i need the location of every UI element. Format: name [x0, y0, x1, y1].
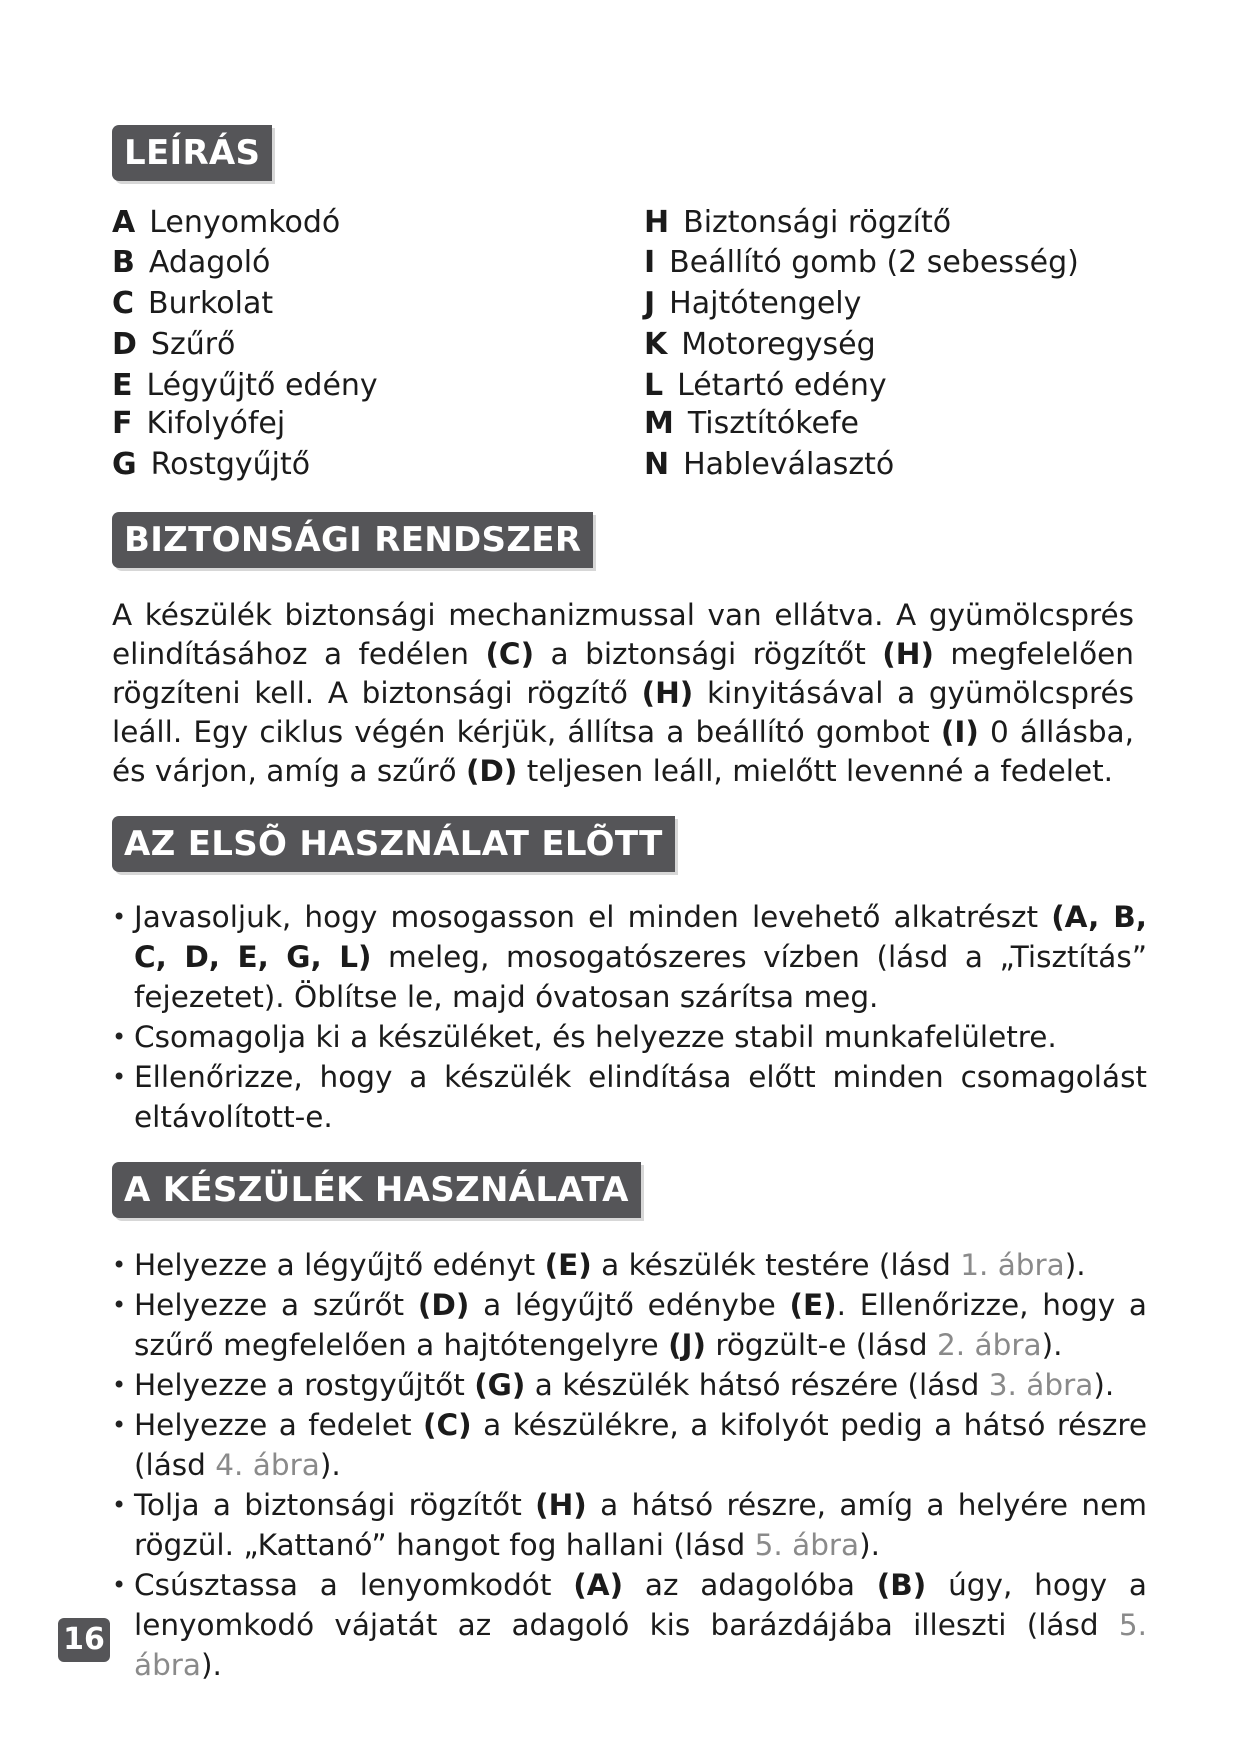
part-name: Tisztítókefe	[687, 406, 859, 441]
part-item	[112, 245, 270, 280]
text-run: megfelelően rögzíteni kell. A biztonsági rögzítő	[112, 637, 1134, 710]
list-item	[112, 1405, 1147, 1485]
list-item	[112, 1017, 1147, 1057]
part-item	[644, 205, 951, 240]
part-name: Biztonsági rögzítő	[683, 205, 952, 240]
part-ref: (H)	[882, 637, 934, 671]
text-run: ).	[1093, 1368, 1115, 1402]
part-item	[112, 406, 285, 441]
part-item	[644, 286, 861, 321]
text-run: a légyűjtő edénybe	[469, 1288, 790, 1322]
section-heading-safety: BIZTONSÁGI RENDSZER	[112, 512, 593, 568]
text-run: a készülékre, a kifolyót pedig a hátsó részre (lásd	[134, 1408, 1147, 1482]
part-name: Szűrő	[150, 327, 236, 362]
text-run: kinyitásával a gyümölcsprés leáll. Egy ciklus végén kérjük, állítsa a beállító gombot	[112, 676, 1134, 749]
part-ref: (A)	[573, 1568, 624, 1602]
text-run: A készülék biztonsági mechanizmussal van ellátva. A gyümölcsprés elindításához a fedélen	[112, 598, 1134, 671]
part-ref: (H)	[535, 1488, 587, 1522]
part-letter: H	[644, 205, 670, 240]
part-name: Hajtótengely	[669, 286, 862, 321]
text-run: Helyezze a fedelet	[134, 1408, 423, 1442]
part-letter: M	[644, 406, 674, 441]
part-item	[644, 368, 887, 403]
part-name: Motoregység	[681, 327, 876, 362]
part-letter: G	[112, 447, 137, 482]
figure-ref: 2. ábra	[937, 1328, 1042, 1362]
part-name: Kifolyófej	[146, 406, 286, 441]
list-item	[112, 1057, 1147, 1137]
text-run: úgy, hogy a lenyomkodó vájatát az adagoló kis barázdájába illeszti (lásd	[134, 1568, 1147, 1642]
text-run: Csomagolja ki a készüléket, és helyezze stabil munkafelületre.	[134, 1020, 1057, 1054]
text-run: a biztonsági rögzítőt	[534, 637, 883, 671]
part-ref: (I)	[940, 715, 979, 749]
part-item	[112, 286, 273, 321]
part-ref: (C)	[485, 637, 535, 671]
list-item	[112, 897, 1147, 1017]
figure-ref: 5. ábra	[134, 1608, 1147, 1682]
part-letter: K	[644, 327, 668, 362]
text-run: ).	[319, 1448, 341, 1482]
part-item	[644, 245, 1079, 280]
text-run: Csúsztassa a lenyomkodót	[134, 1568, 574, 1602]
part-name: Légyűjtő edény	[146, 368, 378, 403]
text-run: Ellenőrizze, hogy a készülék elindítása előtt minden csomagolást eltávolított-e.	[134, 1060, 1147, 1134]
part-name: Burkolat	[148, 286, 274, 321]
text-run: Javasoljuk, hogy mosogasson el minden levehető alkatrészt	[134, 900, 1052, 934]
part-name: Lenyomkodó	[149, 205, 341, 240]
part-ref: (C)	[423, 1408, 472, 1442]
text-run: az adagolóba	[623, 1568, 877, 1602]
figure-ref: 3. ábra	[988, 1368, 1094, 1402]
first-use-list	[112, 897, 1147, 1137]
section-heading-description: LEÍRÁS	[112, 125, 272, 181]
figure-ref: 5. ábra	[754, 1528, 860, 1562]
part-ref: (D)	[417, 1288, 470, 1322]
part-ref: (B)	[876, 1568, 927, 1602]
part-letter: B	[112, 245, 135, 280]
text-run: Helyezze a rostgyűjtőt	[134, 1368, 475, 1402]
figure-ref: 4. ábra	[215, 1448, 320, 1482]
part-name: Létartó edény	[677, 368, 887, 403]
text-run: teljesen leáll, mielőtt levenné a fedelet.	[517, 754, 1114, 788]
text-run: 0 állásba, és várjon, amíg a szűrő	[112, 715, 1135, 788]
text-run: ).	[1064, 1248, 1086, 1282]
text-run: meleg, mosogatószeres vízben (lásd a „Tisztítás” fejezetet). Öblítse le, majd óvatosan szárítsa meg.	[134, 940, 1147, 1014]
part-name: Rostgyűjtő	[150, 447, 311, 482]
part-ref: (E)	[544, 1248, 592, 1282]
part-item	[644, 406, 859, 441]
text-run: Tolja a biztonsági rögzítőt	[134, 1488, 536, 1522]
part-name: Beállító gomb (2 sebesség)	[669, 245, 1079, 280]
part-name: Hableválasztó	[683, 447, 895, 482]
part-letter: L	[644, 368, 664, 403]
text-run: a készülék hátsó részére (lásd	[525, 1368, 989, 1402]
part-ref: (J)	[668, 1328, 707, 1362]
section-heading-first-use: AZ ELSÕ HASZNÁLAT ELÕTT	[112, 816, 675, 872]
part-item	[112, 368, 378, 403]
part-name: Adagoló	[148, 245, 271, 280]
part-item	[112, 327, 235, 362]
part-letter: I	[644, 245, 656, 280]
part-item	[112, 447, 310, 482]
part-letter: N	[644, 447, 670, 482]
part-item	[644, 447, 894, 482]
safety-paragraph	[112, 596, 1134, 791]
list-item	[112, 1365, 1147, 1405]
part-letter: J	[644, 286, 656, 321]
part-ref: (H)	[641, 676, 694, 710]
part-letter: A	[112, 205, 136, 240]
part-letter: E	[112, 368, 133, 403]
text-run: ).	[201, 1648, 222, 1682]
list-item	[112, 1245, 1147, 1285]
part-ref: (G)	[474, 1368, 526, 1402]
part-letter: C	[112, 286, 135, 321]
text-run: a hátsó részre, amíg a helyére nem rögzül. „Kattanó” hangot fog hallani (lásd	[134, 1488, 1147, 1562]
text-run: ).	[1041, 1328, 1063, 1362]
text-run: ).	[859, 1528, 881, 1562]
part-ref: (A, B, C, D, E, G, L)	[134, 900, 1147, 974]
text-run: a készülék testére (lásd	[591, 1248, 961, 1282]
text-run: . Ellenőrizze, hogy a szűrő megfelelően a hajtótengelyre	[134, 1288, 1147, 1362]
text-run: rögzült-e (lásd	[706, 1328, 938, 1362]
usage-list	[112, 1245, 1147, 1685]
list-item	[112, 1565, 1147, 1685]
part-letter: D	[112, 327, 137, 362]
part-item	[644, 327, 876, 362]
part-ref: (E)	[789, 1288, 837, 1322]
page-number: 16	[58, 1618, 110, 1662]
part-letter: F	[112, 406, 133, 441]
part-ref: (D)	[465, 754, 518, 788]
section-heading-usage: A KÉSZÜLÉK HASZNÁLATA	[112, 1162, 641, 1218]
list-item	[112, 1285, 1147, 1365]
part-item	[112, 205, 340, 240]
text-run: Helyezze a légyűjtő edényt	[134, 1248, 545, 1282]
figure-ref: 1. ábra	[960, 1248, 1065, 1282]
list-item	[112, 1485, 1147, 1565]
text-run: Helyezze a szűrőt	[134, 1288, 418, 1322]
